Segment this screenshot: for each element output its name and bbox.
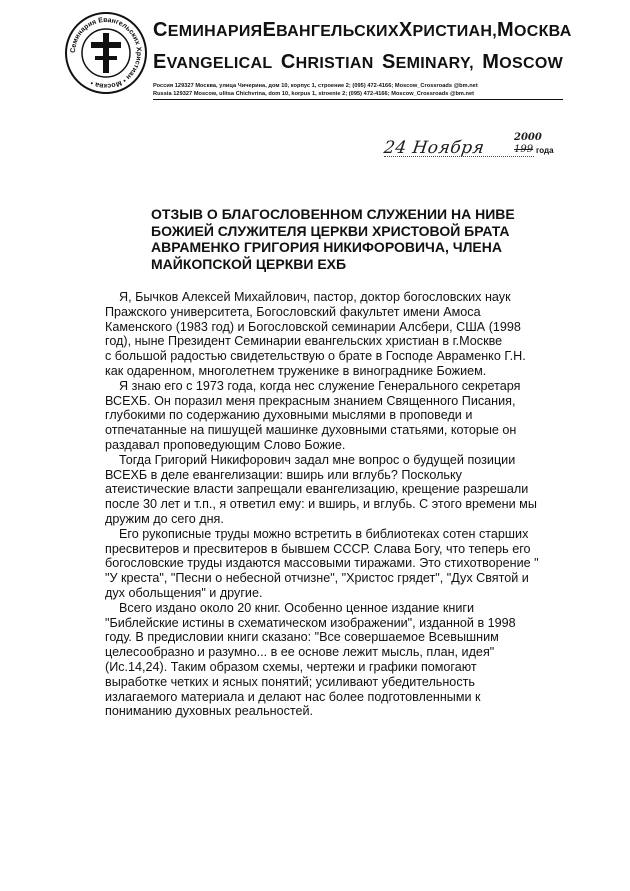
title-line: ОТЗЫВ О БЛАГОСЛОВЕННОМ СЛУЖЕНИИ НА НИВЕ (151, 206, 515, 222)
body-line: глубокими по содержанию духовными мыслями в проповеди и (105, 408, 473, 423)
letter-date (384, 132, 564, 166)
body-line: выработке четких и ясных понятий; усиливают убедительность (105, 674, 475, 689)
title-line: АВРАМЕНКО ГРИГОРИЯ НИКИФОРОВИЧА, ЧЛЕНА (151, 239, 502, 255)
handwritten-date: 24 Ноября (382, 138, 486, 158)
title-line: БОЖИЕЙ СЛУЖИТЕЛЯ ЦЕРКВИ ХРИСТОВОЙ БРАТА (151, 222, 510, 239)
seminary-seal-logo (64, 11, 148, 95)
body-line: "У креста", "Песни о небесной отчизне", "Христос грядет", "Дух Святой и (105, 571, 529, 586)
body-line: как одаренном, многолетнем труженике в винограднике Божием. (105, 363, 487, 378)
handwritten-year: 2000 (514, 132, 542, 143)
address-russian: Россия 129327 Москва, улица Чичерина, дом 10, корпус 1, строение 2; (095) 472-4166; Moscow_Crossroads @bm.net (153, 83, 478, 89)
body-line: после 30 лет и т.п., я ответил ему: и вширь, и вглубь. С этого времени мы (105, 497, 537, 512)
body-line: "Библейские истины в схематическом изображении", изданной в 1998 (105, 615, 516, 630)
cross-icon (91, 33, 121, 73)
body-line: с большой радостью свидетельствую о брате в Господе Авраменко Г.Н. (105, 349, 526, 364)
body-line: излагаемого материала и делают нас более подготовленными к (105, 689, 481, 704)
date-underline (384, 156, 534, 157)
letterhead-en-word-1: EVANGELICAL (153, 51, 273, 73)
letter-title (151, 206, 541, 272)
body-line: Всего издано около 20 книг. Особенно ценное издание книги (119, 600, 475, 615)
body-line: атеистические власти запрещали евангелизацию, крещение разрешали (105, 482, 529, 497)
body-line: Тогда Григорий Никифорович задал мне вопрос о будущей позиции (119, 452, 516, 467)
body-line: дружим до сего дня. (105, 511, 224, 526)
printed-year-struck: 199 (514, 144, 534, 155)
title-line: МАЙКОПСКОЙ ЦЕРКВИ ЕХБ (151, 255, 347, 272)
body-line: целесообразно и разумно... в ее основе лежит мысль, план, идея" (105, 645, 495, 660)
body-line: Его рукописные труды можно встретить в библиотеках сотен старших (119, 526, 529, 541)
letterhead-divider (153, 99, 563, 100)
letter-body (105, 290, 585, 719)
body-line: ВСЕХБ. Он поразил меня прекрасным знанием Священного Писания, (105, 393, 516, 408)
body-line: пресвитеров и пресвитеров в бывшем СССР. Слава Богу, что теперь его (105, 541, 531, 556)
body-line: год), ныне Президент Семинарии евангельских христиан в г.Москве (105, 334, 503, 349)
body-line: Я знаю его с 1973 года, когда нес служение Генерального секретаря (119, 378, 521, 393)
body-line: пониманию духовных реальностей. (105, 704, 314, 719)
body-line: раздавал проповедующим Слово Божие. (105, 437, 346, 452)
body-line: Пражского университета, Богословский факультет имени Амоса (105, 304, 481, 319)
body-line: Я, Бычков Алексей Михайлович, пастор, доктор богословских наук (119, 290, 511, 304)
letterhead-en-word-3: SEMINARY, (381, 51, 474, 73)
letterhead-en-word-4: MOSCOW (482, 51, 563, 73)
letterhead-ru-word-4: МОСКВА (497, 19, 572, 41)
letterhead-russian (153, 19, 572, 41)
address-english: Russia 129327 Moscow, ulitsa Chichvrina, dom 10, korpus 1, stroenie 2; (095) 472-4166; Moscow_Crossroads @bm.net (153, 91, 475, 97)
body-line: дух обольщения" и другие. (105, 585, 263, 600)
body-line: году. В предисловии книги сказано: "Все совершаемое Всевышним (105, 630, 499, 645)
letterhead-english (153, 51, 563, 73)
date-suffix: года (536, 146, 554, 155)
letterhead-ru-word-2: ЕВАНГЕЛЬСКИХ (262, 19, 399, 41)
logo-ring-text: Семинария Евангельских Христиан • Москва • (69, 16, 143, 90)
body-line: Каменского (1983 год) и Богословской семинарии Алсбери, США (1998 (105, 319, 521, 334)
body-line: богословские труды издаются массовыми тиражами. Это стихотворение " (105, 556, 539, 571)
letterhead-ru-word-1: СЕМИНАРИЯ (153, 19, 263, 41)
letterhead-en-word-2: CHRISTIAN (280, 51, 374, 73)
body-line: ВСЕХБ в деле евангелизации: вширь или вглубь? Поскольку (105, 467, 462, 482)
body-line: (Ис.14,24). Таким образом схемы, чертежи и графики помогают (105, 659, 477, 674)
body-line: отпечатанные на пишущей машинке духовными статьями, которые он (105, 423, 517, 438)
letterhead-ru-word-3: ХРИСТИАН, (398, 19, 498, 41)
